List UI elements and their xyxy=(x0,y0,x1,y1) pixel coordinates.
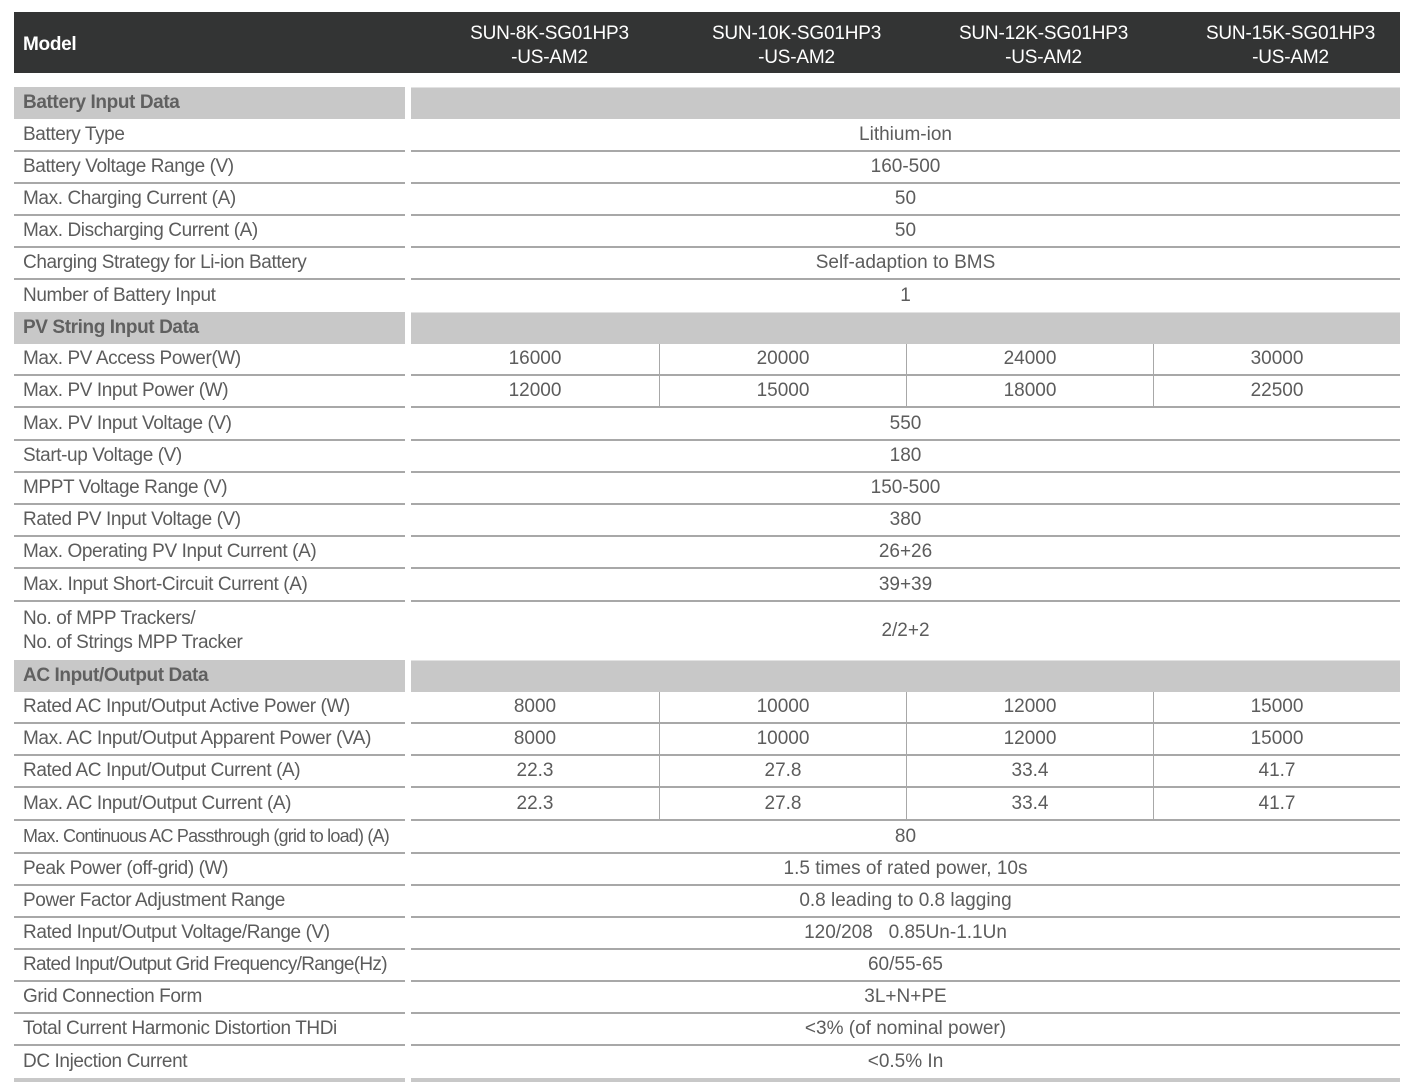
section-bar xyxy=(411,312,1400,344)
row-value: 22.3 xyxy=(516,760,554,781)
section-title: Battery Input Data xyxy=(14,87,405,119)
row-value: 1.5 times of rated power, 10s xyxy=(783,858,1028,879)
section-bar xyxy=(411,660,1400,692)
row-value: 2/2+2 xyxy=(881,620,930,641)
row-label-line: No. of MPP Trackers/ xyxy=(23,608,196,629)
row-value: 22500 xyxy=(1153,376,1400,406)
section-title: PV String Input Data xyxy=(14,312,405,344)
model-column-3 xyxy=(920,22,1167,70)
row-label: Power Factor Adjustment Range xyxy=(14,886,405,918)
row-value: 150-500 xyxy=(870,477,941,498)
row-value: 50 xyxy=(894,188,917,209)
row-label: Max. PV Input Power (W) xyxy=(14,376,405,408)
row-value: 180 xyxy=(889,445,922,466)
table-row xyxy=(14,569,1400,602)
table-row xyxy=(14,408,1400,441)
table-row xyxy=(14,854,1400,886)
row-label: Start-up Voltage (V) xyxy=(14,441,405,473)
row-value: 41.7 xyxy=(1153,788,1400,819)
table-header xyxy=(14,12,1400,73)
table-row xyxy=(14,441,1400,473)
row-label: Max. AC Input/Output Apparent Power (VA) xyxy=(14,724,405,756)
table-row xyxy=(14,376,1400,408)
table-row xyxy=(14,152,1400,184)
row-label xyxy=(14,602,405,660)
model-name: SUN-10K-SG01HP3 xyxy=(711,23,882,44)
row-value: 16000 xyxy=(508,348,562,369)
row-value: 550 xyxy=(889,412,922,434)
model-label: Model xyxy=(23,34,77,55)
table-row xyxy=(14,602,1400,660)
row-label: Rated AC Input/Output Active Power (W) xyxy=(14,692,405,724)
row-label: Total Current Harmonic Distortion THDi xyxy=(14,1014,405,1046)
model-suffix: -US-AM2 xyxy=(1005,47,1082,68)
row-label: Rated AC Input/Output Current (A) xyxy=(14,756,405,788)
table-row xyxy=(14,886,1400,918)
section-battery-input xyxy=(14,87,1400,119)
row-value: 24000 xyxy=(906,344,1153,374)
table-row xyxy=(14,248,1400,280)
row-label: Battery Type xyxy=(14,119,405,152)
table-row xyxy=(14,184,1400,216)
row-label: Max. PV Input Voltage (V) xyxy=(14,408,405,441)
row-label: DC Injection Current xyxy=(23,1051,188,1072)
row-value: 15000 xyxy=(659,376,906,406)
row-value: 27.8 xyxy=(659,788,906,819)
row-value: 12000 xyxy=(906,692,1153,722)
row-value: Self-adaption to BMS xyxy=(815,252,996,273)
table-row xyxy=(14,1014,1400,1046)
row-label: Max. AC Input/Output Current (A) xyxy=(14,788,405,821)
section-title: AC Input/Output Data xyxy=(14,660,405,692)
row-label: Rated Input/Output Voltage/Range (V) xyxy=(14,918,405,950)
model-suffix: -US-AM2 xyxy=(758,47,835,68)
row-label: Max. Discharging Current (A) xyxy=(14,216,405,248)
table-row xyxy=(14,724,1400,756)
row-value: 39+39 xyxy=(878,573,933,595)
row-value: 10000 xyxy=(659,692,906,722)
row-label: Max. Operating PV Input Current (A) xyxy=(14,537,405,569)
row-label: Charging Strategy for Li-ion Battery xyxy=(14,248,405,280)
row-value: 380 xyxy=(889,509,922,530)
model-column-1 xyxy=(426,22,673,70)
row-label: Rated PV Input Voltage (V) xyxy=(14,505,405,537)
row-value: 80 xyxy=(894,825,917,847)
section-bar xyxy=(411,87,1400,119)
next-section-bar xyxy=(14,1078,405,1082)
row-value: 8000 xyxy=(513,728,557,749)
table-row xyxy=(14,505,1400,537)
model-name: SUN-15K-SG01HP3 xyxy=(1205,23,1376,44)
row-label: Rated Input/Output Grid Frequency/Range(Hz) xyxy=(14,950,405,982)
model-suffix: -US-AM2 xyxy=(1252,47,1329,68)
row-label-line: No. of Strings MPP Tracker xyxy=(23,632,243,653)
model-column-2 xyxy=(673,22,920,70)
next-section-bar xyxy=(411,1078,1400,1082)
section-pv-string-input xyxy=(14,312,1400,344)
row-value: 41.7 xyxy=(1153,756,1400,786)
row-value: 160-500 xyxy=(870,156,941,177)
model-name: SUN-12K-SG01HP3 xyxy=(958,23,1129,44)
section-ac-input-output xyxy=(14,660,1400,692)
table-row xyxy=(14,119,1400,152)
row-value: <3% (of nominal power) xyxy=(804,1018,1007,1039)
table-row xyxy=(14,473,1400,505)
table-row xyxy=(14,821,1400,854)
row-label: Max. Input Short-Circuit Current (A) xyxy=(14,569,405,602)
model-name: SUN-8K-SG01HP3 xyxy=(470,23,629,44)
model-suffix: -US-AM2 xyxy=(511,47,588,68)
row-value: 10000 xyxy=(659,724,906,754)
table-row xyxy=(14,216,1400,248)
row-label: Max. PV Access Power(W) xyxy=(14,344,405,376)
row-label: Max. Continuous AC Passthrough (grid to load) (A) xyxy=(14,821,405,854)
row-label: Battery Voltage Range (V) xyxy=(14,152,405,184)
row-value: 33.4 xyxy=(906,756,1153,786)
row-value: 1 xyxy=(900,285,911,306)
row-label: Number of Battery Input xyxy=(23,285,216,306)
row-value: 0.8 leading to 0.8 lagging xyxy=(799,890,1012,911)
row-value: 3L+N+PE xyxy=(864,986,947,1007)
row-value: 22.3 xyxy=(516,792,554,814)
row-value: Lithium-ion xyxy=(859,123,952,145)
table-row xyxy=(14,537,1400,569)
table-row xyxy=(14,982,1400,1014)
table-row xyxy=(14,1046,1400,1078)
row-value: 8000 xyxy=(513,696,557,717)
row-value: 33.4 xyxy=(906,788,1153,819)
table-row xyxy=(14,692,1400,724)
row-value: 18000 xyxy=(906,376,1153,406)
row-value: 120/208 0.85Un-1.1Un xyxy=(804,922,1007,943)
row-value: 12000 xyxy=(906,724,1153,754)
row-label: MPPT Voltage Range (V) xyxy=(14,473,405,505)
row-value: 60/55-65 xyxy=(867,954,943,975)
row-value: 27.8 xyxy=(659,756,906,786)
row-value: 26+26 xyxy=(878,541,933,562)
row-value: 15000 xyxy=(1153,692,1400,722)
row-value: 15000 xyxy=(1153,724,1400,754)
table-row xyxy=(14,950,1400,982)
table-row xyxy=(14,918,1400,950)
table-row xyxy=(14,280,1400,312)
row-value: <0.5% In xyxy=(867,1051,944,1072)
row-label: Grid Connection Form xyxy=(14,982,405,1014)
model-column-4 xyxy=(1167,22,1414,70)
row-label: Max. Charging Current (A) xyxy=(14,184,405,216)
row-value: 50 xyxy=(894,220,917,241)
row-value: 20000 xyxy=(659,344,906,374)
table-row xyxy=(14,344,1400,376)
row-value: 30000 xyxy=(1153,344,1400,374)
table-row xyxy=(14,788,1400,821)
table-row xyxy=(14,756,1400,788)
row-value: 12000 xyxy=(508,380,562,401)
row-label: Peak Power (off-grid) (W) xyxy=(14,854,405,886)
